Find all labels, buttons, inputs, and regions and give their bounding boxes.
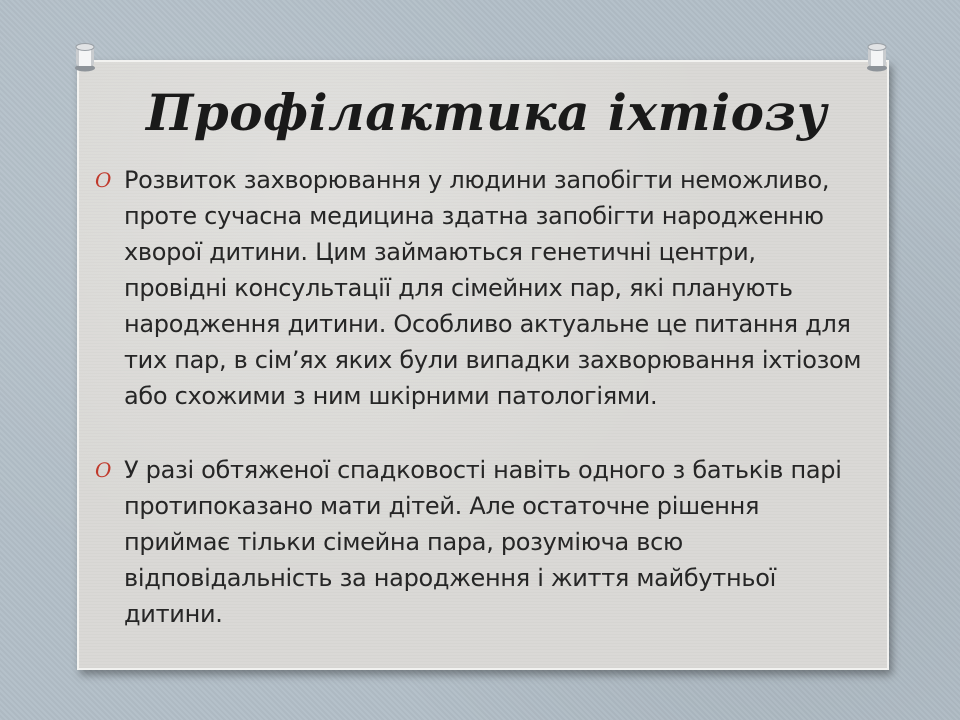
bullet-text-line: або схожими з ним шкірними патологіями. <box>124 382 658 410</box>
bullet-text-line: Розвиток захворювання у людини запобігти неможливо, <box>124 166 830 194</box>
bullet-item <box>95 452 885 632</box>
bullet-text-line: У разі обтяженої спадковості навіть одного з батьків парі <box>124 456 842 484</box>
bullet-text-line: народження дитини. Особливо актуальне це питання для <box>124 310 851 338</box>
pin-icon <box>72 42 98 72</box>
bullet-text-line: приймає тільки сімейна пара, розуміюча всю <box>124 528 683 556</box>
bullet-marker-icon: O <box>95 458 112 482</box>
bullet-item <box>95 162 885 414</box>
bullet-marker-icon: O <box>95 168 112 192</box>
bullet-text-line: проте сучасна медицина здатна запобігти народженню <box>124 202 824 230</box>
slide-title: Профілактика іхтіозу <box>146 83 828 142</box>
bullet-text-line: тих пар, в сім’ях яких були випадки захворювання іхтіозом <box>124 346 862 374</box>
bullet-text-line: протипоказано мати дітей. Але остаточне рішення <box>124 492 760 520</box>
bullet-text-line: хворої дитини. Цим займаються генетичні центри, <box>124 238 756 266</box>
bullet-text-line: провідні консультації для сімейних пар, які планують <box>124 274 793 302</box>
pin-icon <box>864 42 890 72</box>
bullet-text-line: відповідальність за народження і життя майбутньої <box>124 564 776 592</box>
bullet-text-line: дитини. <box>124 600 223 628</box>
bullet-list <box>95 162 885 632</box>
